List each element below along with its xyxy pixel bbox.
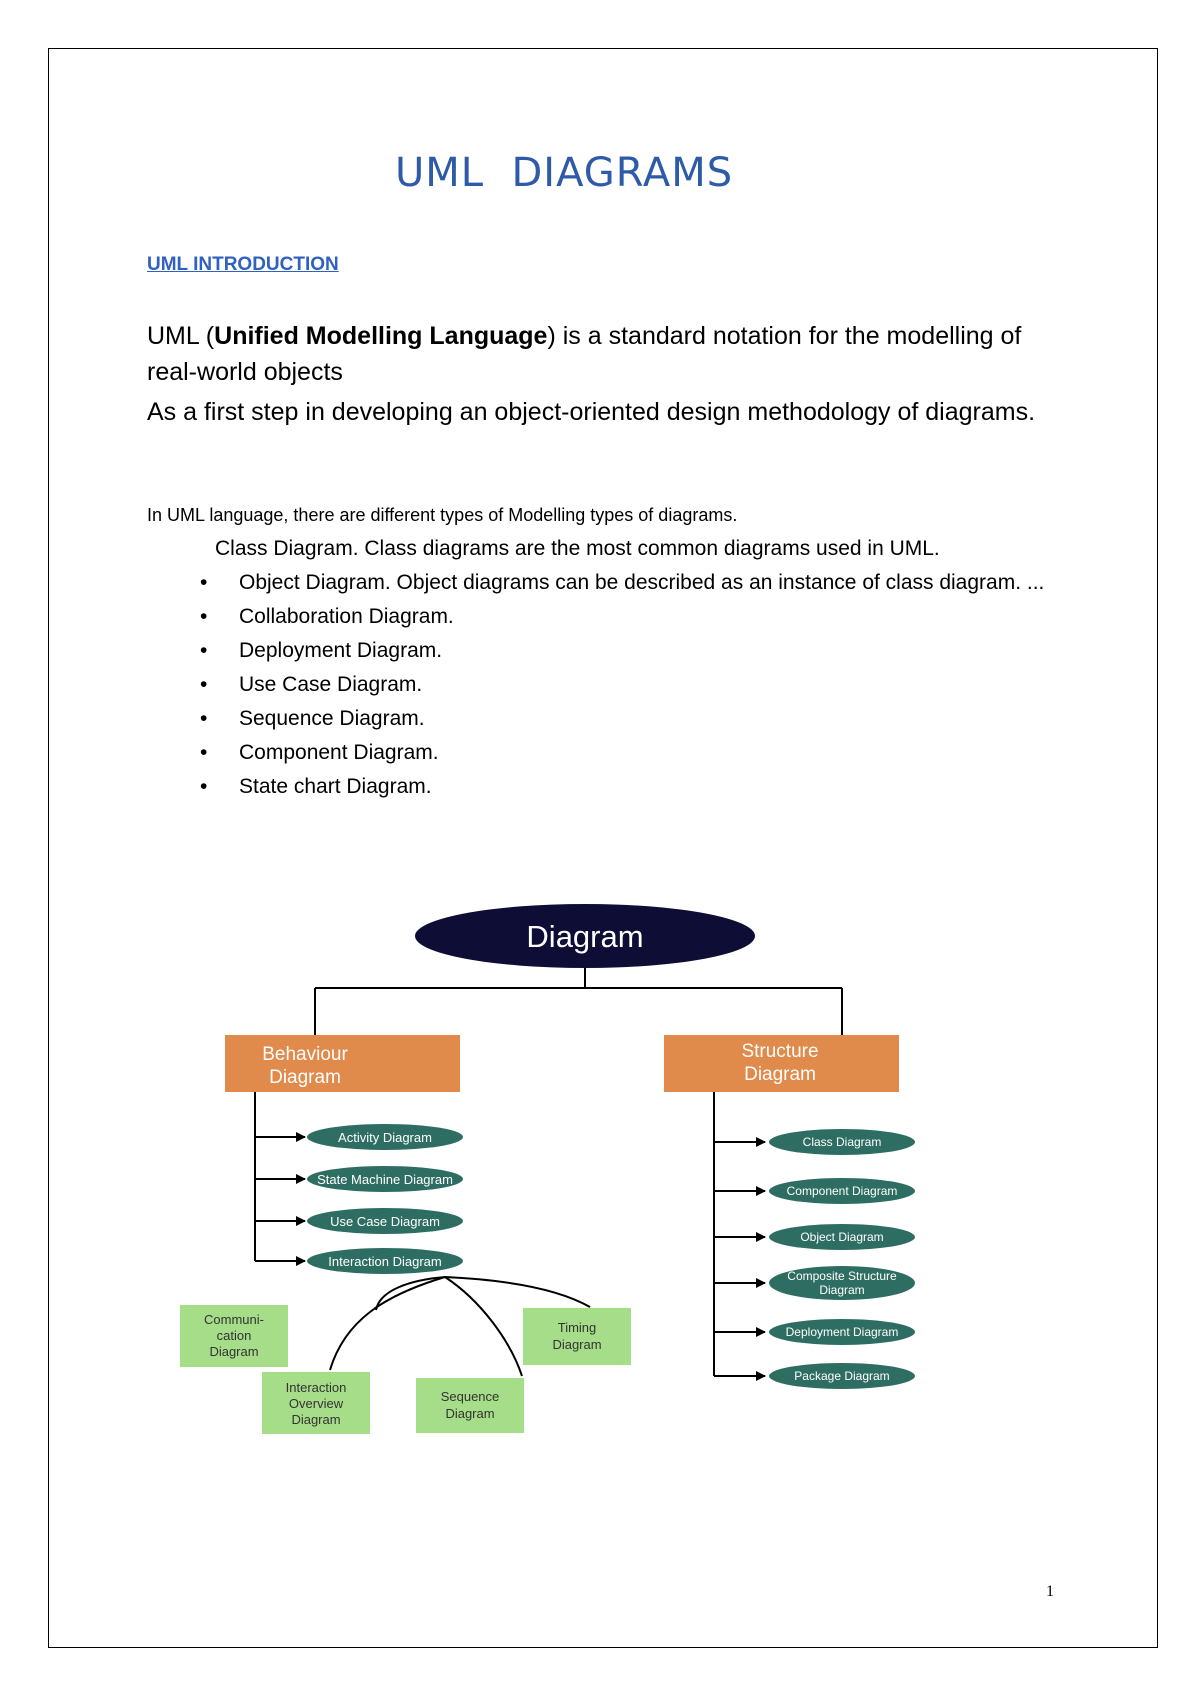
behaviour-label-line1: Behaviour	[262, 1044, 348, 1065]
leaf-label: Package Diagram	[794, 1369, 890, 1383]
leaf-label: Class Diagram	[802, 1135, 882, 1149]
leaf-label: Diagram	[819, 1283, 865, 1297]
lead-prefix: UML (	[147, 322, 215, 350]
list-item: • Component Diagram.	[200, 739, 1080, 767]
lead-paragraph	[147, 318, 1047, 434]
leaf-label: Composite Structure	[787, 1269, 897, 1283]
leaf-label: Use Case Diagram	[330, 1214, 440, 1229]
list-item: • Object Diagram. Object diagrams can be described as an instance of class diagram. ...	[200, 569, 1080, 597]
leaf-label: Object Diagram	[800, 1230, 884, 1244]
list-item: • Use Case Diagram.	[200, 671, 1080, 699]
structure-label-line2: Diagram	[744, 1064, 816, 1085]
page-number: 1	[1046, 1583, 1054, 1600]
subleaf-label: Sequence	[440, 1389, 500, 1404]
subleaf-label: Interaction	[285, 1380, 347, 1395]
lead-second: As a first step in developing an object-oriented design methodology of diagrams.	[147, 398, 1036, 426]
lead-definition	[147, 318, 1047, 390]
uml-diagram-tree	[180, 900, 1000, 1460]
list-item: • Sequence Diagram.	[200, 705, 1080, 733]
list-item: • Deployment Diagram.	[200, 637, 1080, 665]
subleaf-label: cation	[216, 1328, 252, 1343]
intro-line: In UML language, there are different types of Modelling types of diagrams.	[147, 505, 738, 525]
structure-children	[769, 1129, 915, 1389]
list-item: • Collaboration Diagram.	[200, 603, 1080, 631]
section-heading: UML INTRODUCTION	[147, 254, 339, 275]
structure-label-line1: Structure	[741, 1041, 819, 1062]
root-label: Diagram	[526, 919, 644, 954]
leaf-label: Component Diagram	[786, 1184, 898, 1198]
class-diagram-line: Class Diagram. Class diagrams are the most common diagrams used in UML.	[215, 537, 940, 560]
lead-suffix: ) is a standard notation for the modelling of real-world objects	[147, 322, 1022, 386]
subleaf-label: Timing	[557, 1320, 597, 1335]
interaction-children	[180, 1305, 631, 1434]
list-item: • State chart Diagram.	[200, 773, 1080, 801]
subleaf-label: Communi-	[204, 1312, 264, 1327]
diagram-types-list	[200, 569, 1080, 807]
subleaf-label: Overview	[288, 1396, 344, 1411]
behaviour-children	[307, 1124, 463, 1274]
subleaf-label: Diagram	[291, 1412, 341, 1427]
subleaf-label: Diagram	[209, 1344, 259, 1359]
page-title: UML DIAGRAMS	[395, 150, 734, 196]
leaf-label: State Machine Diagram	[317, 1172, 453, 1187]
lead-bold-term: Unified Modelling Language	[214, 322, 548, 350]
behaviour-label-line2: Diagram	[269, 1067, 341, 1088]
leaf-label: Activity Diagram	[338, 1130, 432, 1145]
subleaf-label: Diagram	[445, 1406, 495, 1421]
subleaf-label: Diagram	[552, 1337, 602, 1352]
leaf-label: Interaction Diagram	[328, 1254, 442, 1269]
leaf-label: Deployment Diagram	[785, 1325, 899, 1339]
